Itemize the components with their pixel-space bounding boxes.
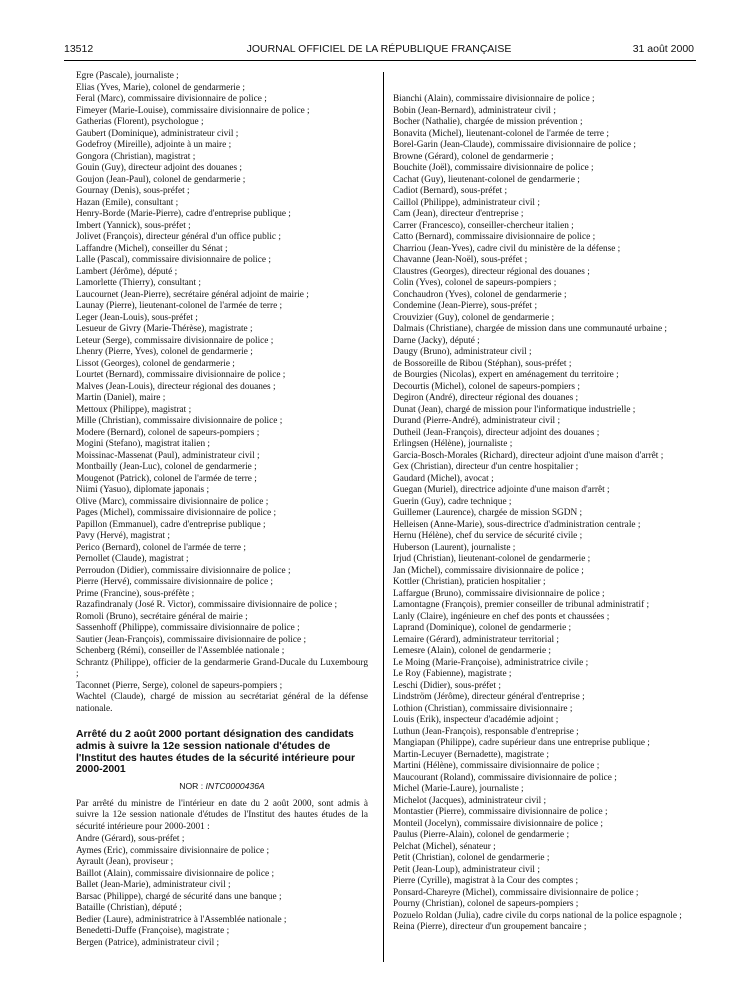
list-entry: Malves (Jean-Louis), directeur régional des douanes ; [76, 381, 276, 392]
list-entry: Montbailly (Jean-Luc), colonel de gendarmerie ; [76, 462, 257, 472]
list-entry: Montastier (Pierre), commissaire divisionnaire de police ; [393, 807, 608, 817]
list-entry: Laffargue (Bruno), commissaire divisionnaire de police ; [393, 588, 605, 599]
list-entry: Bouchite (Joël), commissaire divisionnaire de police ; [393, 163, 594, 173]
list-entry: Huberson (Laurent), journaliste ; [393, 542, 516, 553]
list-entry: Mangiapan (Philippe), cadre supérieur dans une entreprise publique ; [393, 738, 650, 748]
list-entry: Lothion (Christian), commissaire divisionnaire ; [393, 703, 573, 714]
list-entry: Erlingsen (Hélène), journaliste ; [393, 439, 513, 449]
list-entry: Irjud (Christian), lieutenant-colonel de gendarmerie ; [393, 554, 591, 564]
list-entry: Leger (Jean-Louis), sous-préfet ; [76, 312, 198, 323]
list-entry: Hernu (Hélène), chef du service de sécurité civile ; [393, 531, 583, 541]
list-entry: Gaubert (Dominique), administrateur civil ; [76, 128, 239, 139]
list-entry: Michel (Marie-Laure), journaliste ; [393, 784, 524, 794]
nor-label: NOR : [179, 781, 206, 792]
list-entry: Le Roy (Fabienne), magistrate ; [393, 669, 512, 679]
list-entry: Papillon (Emmanuel), cadre d'entreprise publique ; [76, 519, 266, 530]
list-entry: Michelot (Jacques), administrateur civil ; [393, 795, 547, 806]
list-entry: Elias (Yves, Marie), colonel de gendarmerie ; [76, 82, 245, 93]
list-entry: Pierre (Cyrille), magistrat à la Cour des comptes ; [393, 876, 579, 886]
list-entry: Le Moing (Marie-Françoise), administratrice civile ; [393, 657, 589, 668]
list-entry: Gex (Christian), directeur d'un centre hospitalier ; [393, 462, 579, 472]
right-column [393, 94, 693, 934]
list-entry: Conchaudron (Yves), colonel de gendarmerie ; [393, 289, 567, 300]
list-entry: Bonavita (Michel), lieutenant-colonel de l'armée de terre ; [393, 128, 609, 139]
list-entry: Pierre (Hervé), commissaire divisionnaire de police ; [76, 577, 273, 587]
list-entry: Perroudon (Didier), commissaire divisionnaire de police ; [76, 565, 291, 576]
list-entry: Prime (Francine), sous-préfète ; [76, 588, 195, 599]
list-entry: Caillol (Philippe), administrateur civil ; [393, 197, 540, 208]
list-entry: Modere (Bernard), colonel de sapeurs-pompiers ; [76, 427, 260, 438]
list-entry: Lemesre (Alain), colonel de gendarmerie ; [393, 646, 551, 656]
list-entry: Darne (Jacky), député ; [393, 335, 480, 346]
list-entry: Mille (Christian), commissaire divisionnaire de police ; [76, 416, 283, 426]
list-entry: Laucournet (Jean-Pierre), secrétaire général adjoint de mairie ; [76, 289, 309, 300]
list-entry: Laffandre (Michel), conseiller du Sénat ; [76, 243, 228, 254]
list-entry: Guillemer (Laurence), chargée de mission SGDN ; [393, 508, 583, 518]
list-entry: Schrantz (Philippe), officier de la gendarmerie Grand-Ducale du Luxembourg ; [76, 657, 368, 679]
list-entry: Feral (Marc), commissaire divisionnaire de police ; [76, 94, 267, 104]
list-entry: Pernollet (Claude), magistrat ; [76, 554, 189, 564]
list-entry: Lhenry (Pierre, Yves), colonel de gendarmerie ; [76, 347, 253, 357]
list-entry: Gaudard (Michel), avocat ; [393, 473, 494, 484]
list-entry: Dutheil (Jean-François), directeur adjoint des douanes ; [393, 427, 600, 438]
list-entry: Egre (Pascale), journaliste ; [76, 71, 179, 81]
list-entry: Cachat (Guy), lieutenant-colonel de gendarmerie ; [393, 174, 580, 185]
list-entry: Charriou (Jean-Yves), cadre civil du ministère de la défense ; [393, 243, 621, 254]
list-entry: Martin (Daniel), maire ; [76, 393, 166, 403]
list-entry: Taconnet (Pierre, Serge), colonel de sapeurs-pompiers ; [76, 680, 283, 691]
list-entry: Leteur (Serge), commissaire divisionnaire de police ; [76, 335, 274, 346]
list-entry: Garcia-Bosch-Morales (Richard), directeur adjoint d'une maison d'arrêt ; [393, 450, 664, 461]
list-entry: Pozuelo Roldan (Julia), cadre civile du corps national de la police espagnole ; [393, 910, 682, 921]
list-entry: Razafindranaly (José R. Victor), commissaire divisionnaire de police ; [76, 600, 338, 610]
list-entry: Chavanne (Jean-Noël), sous-préfet ; [393, 255, 528, 265]
list-entry: Kottler (Christian), praticien hospitalier ; [393, 577, 546, 587]
list-entry: Bedier (Laure), administratrice à l'Assemblée nationale ; [76, 914, 287, 925]
list-entry: Gatherias (Florent), psychologue ; [76, 117, 204, 127]
list-entry: Jolivet (François), directeur général d'un office public ; [76, 232, 281, 242]
list-entry: Bocher (Nathalie), chargée de mission prévention ; [393, 117, 583, 127]
list-entry: Reina (Pierre), directeur d'un groupement bancaire ; [393, 922, 587, 932]
list-entry: Bianchi (Alain), commissaire divisionnaire de police ; [393, 94, 595, 104]
list-entry: Laprand (Dominique), colonel de gendarmerie ; [393, 623, 572, 633]
list-entry: Schenberg (Rémi), conseiller de l'Assemblée nationale ; [76, 646, 285, 656]
list-entry: Colin (Yves), colonel de sapeurs-pompiers ; [393, 278, 557, 288]
list-entry: Paulus (Pierre-Alain), colonel de gendarmerie ; [393, 830, 570, 840]
list-entry: Borel-Garin (Jean-Claude), commissaire divisionnaire de police ; [393, 140, 636, 150]
list-entry: Bobin (Jean-Bernard), administrateur civil ; [393, 105, 556, 116]
list-entry: Bataille (Christian), député ; [76, 903, 182, 914]
list-entry: Gouin (Guy), directeur adjoint des douanes ; [76, 163, 243, 173]
list-entry: Degiron (André), directeur régional des douanes ; [393, 393, 579, 403]
list-entry: Louis (Erik), inspecteur d'académie adjoint ; [393, 715, 559, 725]
list-entry: Cadiot (Bernard), sous-préfet ; [393, 186, 508, 196]
list-entry: Mougenot (Patrick), colonel de l'armée de terre ; [76, 473, 257, 484]
list-entry: Dalmais (Christiane), chargée de mission dans une communauté urbaine ; [393, 324, 668, 334]
list-entry: Carrer (Francesco), conseiller-chercheur italien ; [393, 220, 574, 231]
list-entry: Gongora (Christian), magistrat ; [76, 151, 196, 162]
list-entry: Luthun (Jean-François), responsable d'entreprise ; [393, 726, 579, 737]
nor-value: INTC0000436A [205, 781, 265, 792]
list-entry: Hazan (Emile), consultant ; [76, 197, 179, 208]
list-entry: Lanly (Claire), ingénieure en chef des ponts et chaussées ; [393, 611, 610, 622]
list-entry: Goujon (Jean-Paul), colonel de gendarmerie ; [76, 174, 246, 185]
list-entry: Martin-Lecuyer (Bernadette), magistrate ; [393, 749, 549, 760]
list-entry: Pages (Michel), commissaire divisionnaire de police ; [76, 508, 277, 518]
left-column [76, 71, 368, 949]
list-entry: Henry-Borde (Marie-Pierre), cadre d'entreprise publique ; [76, 209, 291, 219]
list-entry: Sautier (Jean-François), commissaire divisionnaire de police ; [76, 634, 307, 645]
page-header [64, 43, 694, 57]
list-entry: Crouvizier (Guy), colonel de gendarmerie ; [393, 312, 555, 323]
list-entry: Olive (Marc), commissaire divisionnaire de police ; [76, 496, 269, 507]
list-entry: Ayrault (Jean), proviseur ; [76, 857, 174, 868]
list-entry: Jan (Michel), commissaire divisionnaire de police ; [393, 565, 584, 576]
list-entry: Launay (Pierre), lieutenant-colonel de l'armée de terre ; [76, 301, 283, 311]
list-entry: Barsac (Philippe), chargé de sécurité dans une banque ; [76, 891, 282, 902]
list-entry: Decourtis (Michel), colonel de sapeurs-pompiers ; [393, 381, 580, 392]
list-entry: Condemine (Jean-Pierre), sous-préfet ; [393, 301, 538, 311]
list-entry: Mogini (Stefano), magistrat italien ; [76, 439, 211, 449]
list-entry: Gournay (Denis), sous-préfet ; [76, 186, 190, 196]
nor-reference [76, 781, 368, 793]
list-entry: Monteil (Jocelyn), commissaire divisionnaire de police ; [393, 818, 603, 829]
list-entry: Pourny (Christian), colonel de sapeurs-pompiers ; [393, 899, 579, 909]
list-entry: Wachtel (Claude), chargé de mission au secrétariat général de la défense nationale. [76, 692, 368, 714]
list-entry: Benedetti-Duffe (Françoise), magistrate ; [76, 926, 230, 937]
list-entry: Claustres (Georges), directeur régional des douanes ; [393, 266, 590, 277]
list-entry: Sassenhoff (Philippe), commissaire divisionnaire de police ; [76, 623, 300, 633]
list-entry: Baillot (Alain), commissaire divisionnaire de police ; [76, 868, 275, 879]
list-entry: Niimi (Yasuo), diplomate japonais ; [76, 485, 210, 495]
list-entry: Godefroy (Mireille), adjointe à un maire ; [76, 140, 232, 150]
list-entry: Lamontagne (François), premier conseiller de tribunal administratif ; [393, 600, 650, 610]
list-entry: Maucourant (Roland), commissaire divisionnaire de police ; [393, 772, 617, 783]
header-rule [64, 60, 696, 61]
list-entry: Petit (Jean-Loup), administrateur civil ; [393, 864, 540, 875]
list-entry: Helleisen (Anne-Marie), sous-directrice d'administration centrale ; [393, 519, 641, 530]
list-entry: Romoli (Bruno), secrétaire général de mairie ; [76, 611, 248, 622]
list-entry: Durand (Pierre-André), administrateur civil ; [393, 416, 561, 426]
list-entry: Fimeyer (Marie-Louise), commissaire divisionnaire de police ; [76, 105, 310, 116]
list-entry: Cam (Jean), directeur d'entreprise ; [393, 209, 524, 219]
list-entry: Lissot (Georges), colonel de gendarmerie ; [76, 358, 235, 369]
list-entry: Lesueur de Givry (Marie-Thérèse), magistrate ; [76, 324, 253, 334]
list-entry: Lemaire (Gérard), administrateur territorial ; [393, 634, 559, 645]
list-entry: Catto (Bernard), commissaire divisionnaire de police ; [393, 232, 596, 242]
list-entry: Lindström (Jérôme), directeur général d'entreprise ; [393, 692, 585, 702]
journal-title: JOURNAL OFFICIEL DE LA RÉPUBLIQUE FRANÇAISE [246, 43, 512, 55]
list-entry: Perico (Bernard), colonel de l'armée de terre ; [76, 542, 246, 553]
list-entry: Browne (Gérard), colonel de gendarmerie ; [393, 151, 554, 162]
issue-date: 31 août 2000 [632, 43, 694, 55]
list-entry: Leschi (Didier), sous-préfet ; [393, 680, 501, 691]
list-entry: de Bourgies (Nicolas), expert en aménagement du territoire ; [393, 370, 619, 380]
decree-intro: Par arrêté du ministre de l'intérieur en date du 2 août 2000, sont admis à suivre la 12e session nationale d'études de l'Institut des hautes études de la sécurité intérieure pour 2000-2001 : [76, 798, 368, 832]
list-entry: Ponsard-Chareyre (Michel), commissaire divisionnaire de police ; [393, 887, 639, 898]
list-entry: Guegan (Muriel), directrice adjointe d'une maison d'arrêt ; [393, 485, 610, 495]
list-entry: Bergen (Patrice), administrateur civil ; [76, 937, 220, 948]
list-entry: Lambert (Jérôme), député ; [76, 266, 178, 277]
page-number: 13512 [64, 43, 94, 55]
list-entry: Lourtet (Bernard), commissaire divisionnaire de police ; [76, 370, 286, 380]
list-entry: Guerin (Guy), cadre technique ; [393, 496, 512, 507]
list-entry: Dunat (Jean), chargé de mission pour l'informatique industrielle ; [393, 404, 636, 415]
column-divider [383, 72, 384, 962]
list-entry: Daugy (Bruno), administrateur civil ; [393, 347, 532, 357]
list-entry: Ballet (Jean-Marie), administrateur civil ; [76, 880, 231, 891]
list-entry: Pavy (Hervé), magistrat ; [76, 531, 170, 541]
list-entry: Lalle (Pascal), commissaire divisionnaire de police ; [76, 255, 271, 265]
list-entry: Aymes (Éric), commissaire divisionnaire de police ; [76, 845, 270, 856]
list-entry: Moissinac-Massenat (Paul), administrateur civil ; [76, 450, 260, 461]
list-entry: Martini (Hélène), commissaire divisionnaire de police ; [393, 761, 600, 771]
list-entry: Lamorlette (Thierry), consultant ; [76, 278, 201, 288]
list-entry: Mettoux (Philippe), magistrat ; [76, 404, 192, 415]
list-entry: de Bossoreille de Ribou (Stéphan), sous-préfet ; [393, 358, 572, 369]
list-entry: Petit (Christian), colonel de gendarmerie ; [393, 853, 550, 863]
list-entry: Pelchat (Michel), sénateur ; [393, 841, 496, 852]
list-entry: Imbert (Yannick), sous-préfet ; [76, 220, 191, 231]
list-entry: Andre (Gérard), sous-préfet ; [76, 834, 185, 845]
decree-title: Arrêté du 2 août 2000 portant désignation des candidats admis à suivre la 12e session nationale d'études de l'Institut des hautes études de la sécurité intérieure pour 2000-2001 [76, 729, 356, 776]
